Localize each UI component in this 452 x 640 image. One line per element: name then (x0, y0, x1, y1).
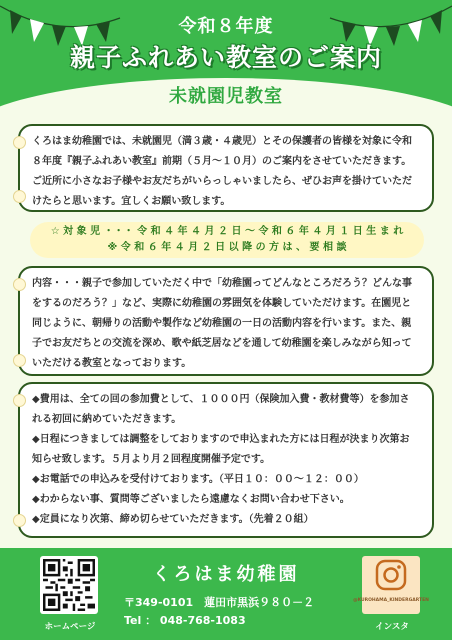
address: 〒349-0101 蓮田市黒浜９８０－２ (124, 596, 315, 609)
note-item: ◆費用は、全ての回の参加費として、１０００円（保険加入費・教材費等）を参加される初回に納めていただきます。 (32, 394, 410, 425)
bullet-dot (13, 136, 26, 149)
bullet-dot (13, 278, 26, 291)
target-banner (30, 222, 424, 258)
target-line-2: ※ 令 和 ６ 年 ４ 月 ２ 日 以 降 の 方 は 、 要 相 談 (107, 242, 347, 253)
intro-box (18, 124, 434, 212)
bullet-dot (13, 190, 26, 203)
intro-text: くろはま幼稚園では、未就園児（満３歳・４歳児）とその保護者の皆様を対象に令和８年度『親子ふれあい教室』前期（５月〜１０月）のご案内をさせていただきます。ご近所に小さなお子様やお友だちがいらっしゃいましたら、ぜひお声を掛けていただけたらと思います。宜しくお願い致します。 (32, 136, 412, 207)
page-title: 親子ふれあい教室のご案内 (69, 43, 382, 72)
bullet-dot (13, 354, 26, 367)
qr-code-icon (43, 559, 95, 611)
note-item: ◆わからない事、質問等ございましたら遠慮なくお問い合わせ下さい。 (32, 494, 350, 505)
target-line-1: ☆ 対 象 児 ・・・ 令 和 ４ 年 ４ 月 ２ 日 〜 令 和 ６ 年 ４ 月 １ 日 生 ま れ (50, 226, 404, 237)
kindergarten-name: くろはま幼稚園 (152, 564, 300, 585)
instagram-label: インスタ (375, 622, 409, 632)
note-item: ◆定員になり次第、締め切らせていただきます。（先着２０組） (32, 514, 314, 525)
header-year: 令和８年度 (178, 16, 274, 37)
content-text: 内容・・・親子で参加していただく中で「幼稚園ってどんなところだろう？どんな事をするのだろう？」など、実際に幼稚園の雰囲気を体験していただけます。在園児と同じように、朝帰りの活動や製作など幼稚園の一日の活動内容を行います。また、親子でお友だちとの交流を深め、歌や紙芝居などを通して幼稚園を楽しみながら知っていただける教室となっております。 (32, 278, 412, 369)
instagram-handle: @KUROHAMA_KINDERGARTEN (353, 598, 429, 603)
page-subtitle: 未就園児教室 (169, 86, 283, 107)
note-item: ◆お電話での申込みを受付けております。（平日１０：００〜１２：００） (32, 474, 364, 485)
bullet-dot (13, 514, 26, 527)
bullet-dot (13, 394, 26, 407)
content-box (18, 266, 434, 376)
phone-number[interactable]: Tel ： 048-768-1083 (124, 614, 246, 627)
homepage-qr-code[interactable] (40, 556, 98, 614)
homepage-label: ホームページ (44, 622, 96, 632)
notes-box (18, 382, 434, 538)
note-item: ◆日程につきましては調整をしておりますので申込まれた方には日程が決まり次第お知らせ致します。５月より月２回程度開催予定です。 (32, 434, 410, 465)
instagram-qr-code[interactable] (362, 556, 420, 614)
instagram-icon (365, 559, 417, 603)
